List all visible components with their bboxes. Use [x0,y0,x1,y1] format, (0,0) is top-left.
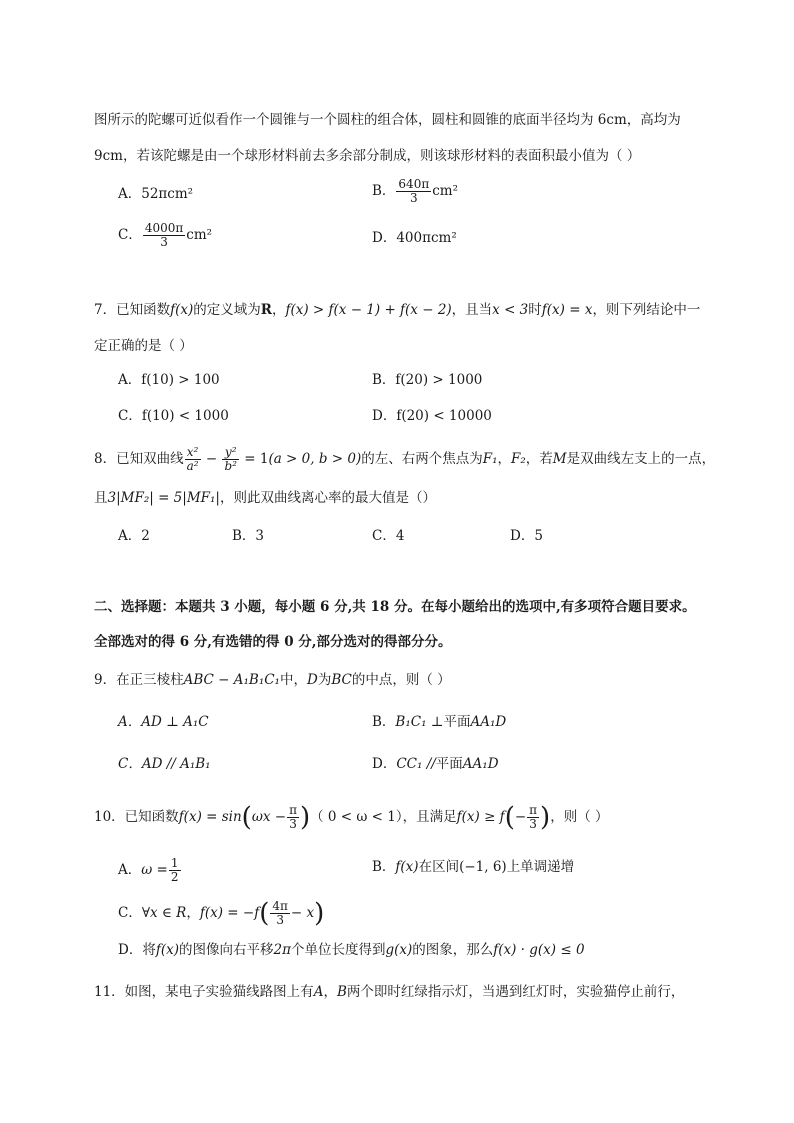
q10-option-d-text: 的图像向右平移 [178,942,274,958]
q7-option-d: D．f(20) < 10000 [372,408,492,424]
q9-option-b-label: B． [372,714,396,730]
q10-pi: π [289,803,297,817]
q9-text-4: 的中点，则（ ） [351,672,451,688]
q10-option-d-text-2: 个单位长度得到 [290,942,386,958]
q8-option-b: B．3 [232,528,265,544]
section-2-scoring: 全部选对的得 6 分,有选错的得 0 分,部分选对的得部分分。 [94,634,452,650]
q10-inequality: f(x) ≥ f [456,809,505,825]
q8-option-c: C．4 [372,528,405,544]
q10-paren-close: ) [299,802,311,833]
q10-option-b [372,857,574,877]
q9-option-d-plane-name: AA₁D [462,756,499,772]
q6-option-c [118,222,212,249]
q6-line1: 图所示的陀螺可近似看作一个圆锥与一个圆柱的组合体，圆柱和圆锥的底面半径均为 6cm，高均为 [94,112,681,128]
q6-option-c-fraction [143,222,185,249]
q9-text-2: 中， [279,672,307,688]
q10-pi-over-3-b [527,804,539,831]
q7-option-c: C．f(10) < 1000 [118,408,229,424]
q8-x2: x² [185,446,201,460]
q8-fraction-y [222,446,239,473]
q6-line2: 9cm，若该陀螺是由一个球形材料前去多余部分制成，则该球形材料的表面积最小值为（ ） [94,148,641,164]
q10-option-d-product: f(x) · g(x) ≤ 0 [493,942,585,958]
q7-inequality: f(x) > f(x − 1) + f(x − 2) [285,302,452,318]
q10-option-c-forall: ∀x ∈ R [141,905,187,921]
q10-text-1: 10．已知函数 [94,809,179,825]
q8-text-5: 且 [94,490,108,506]
q6-option-c-num: 4000π [144,221,184,235]
q9-option-b-plane: 平面 [443,714,471,730]
q8-b2: b² [224,459,237,473]
q6-option-b-den: 3 [410,191,418,205]
q7-line1 [94,300,700,320]
q10-option-c-den: 3 [276,913,284,927]
q10-option-c-label: C． [118,905,142,921]
q10-line1 [94,804,609,831]
q11-A: A [313,984,324,1000]
q6-option-b-fraction [396,178,431,205]
q9-option-b-plane-name: AA₁D [470,714,507,730]
q10-option-d [118,940,585,960]
q7-condition: x < 3 [492,302,529,318]
q10-option-c-expr: f(x) = −f [199,905,260,921]
q6-option-d: D．400πcm² [372,230,457,246]
q10-option-d-fx: f(x) [155,942,179,958]
q9-BC: BC [331,672,352,688]
q7-text-3: ， [271,302,286,318]
q10-option-c-paren-close: ) [314,898,325,929]
q9-option-b-expr: B₁C₁ ⊥ [395,714,444,730]
q10-paren2-close: ) [540,802,551,833]
q10-three-b: 3 [529,817,537,831]
q8-condition: (a > 0, b > 0) [268,451,362,467]
q10-option-b-text-2: 上单调递增 [506,859,575,875]
q8-line1 [94,446,715,473]
q7-line2: 定正确的是（ ） [94,338,193,354]
q7-equation: f(x) = x [541,302,593,318]
q8-minus: − [201,451,222,467]
q10-option-b-fx: f(x) [395,859,419,875]
q7-text-5: 时 [528,302,542,318]
q11-text-2: ， [323,984,337,1000]
q8-equals: = 1 [239,451,269,467]
q11-line1 [94,982,684,1002]
q10-option-c-minus-x: − x [290,905,315,921]
q8-text-1: 8．已知双曲线 [94,451,184,467]
q7-real-set: R [260,302,272,318]
q7-option-b: B．f(20) > 1000 [372,372,483,388]
q10-option-c-num: 4π [272,899,288,913]
q9-option-d-plane: 平面 [435,756,463,772]
q10-three: 3 [289,817,297,831]
q6-option-b [372,178,458,205]
q7-text-6: ，则下列结论中一 [592,302,701,318]
q8-line2 [94,488,436,508]
q10-arg: ωx − [251,809,287,825]
q10-option-c [118,900,324,927]
q8-text-2: 的左、右两个焦点为 [361,451,483,467]
q9-option-b [372,712,506,732]
q10-fdef: f(x) = sin [178,809,242,825]
q8-y2: y² [222,446,239,460]
q10-pi-over-3 [287,804,299,831]
q10-paren-open: ( [241,802,252,833]
q6-option-a: A．52πcm² [118,186,194,202]
q8-option-a: A．2 [118,528,150,544]
q8-text-3: ，若 [525,451,553,467]
q7-text-4: ，且当 [451,302,493,318]
q10-option-d-gx: g(x) [385,942,413,958]
q10-option-a [118,857,182,884]
q11-B: B [336,984,347,1000]
q10-pi-b: π [529,803,538,817]
q9-text-1: 9．在正三棱柱 [94,672,184,688]
q8-a2: a² [186,459,199,473]
q7-fx: f(x) [170,302,194,318]
q10-one: 1 [170,856,179,870]
q8-comma: ， [497,451,512,467]
q10-half [169,857,181,884]
q7-text-2: 的定义域为 [193,302,261,318]
q10-option-b-interval: (−1, 6) [459,859,507,875]
q9-prism: ABC − A₁B₁C₁ [183,672,280,688]
q7-text-1: 7．已知函数 [94,302,171,318]
q10-omega: ω = [141,862,168,878]
q8-relation: 3|MF₂| = 5|MF₁| [107,490,220,506]
q10-range: （ 0 < ω < 1） [310,809,403,825]
q11-text-3: 两个即时红绿指示灯，当遇到红灯时，实验猫停止前行， [346,984,685,1000]
q10-option-d-shift: 2π [273,942,291,958]
q10-option-a-label: A． [118,862,142,878]
q10-option-c-paren-open: ( [259,898,270,929]
q8-fraction-x [185,446,201,473]
q8-text-4: 是双曲线左支上的一点， [566,451,716,467]
q11-text-1: 11．如图，某电子实验猫线路图上有 [94,984,314,1000]
q6-option-c-unit: cm² [186,227,213,243]
q7-option-a: A．f(10) > 100 [118,372,220,388]
q9-text-3: 为 [317,672,332,688]
q8-option-d: D．5 [510,528,543,544]
q8-F2: F₂ [511,451,526,467]
q10-option-d-text-3: 的图象，那么 [412,942,494,958]
q6-option-b-label: B． [372,183,396,199]
q9-line1 [94,670,451,690]
q10-paren2-open: ( [504,802,515,833]
q10-text-2: ，且满足 [402,809,457,825]
q10-option-b-label: B． [372,859,396,875]
q6-option-c-den: 3 [160,235,168,249]
q10-negative: − [514,809,527,825]
q6-option-b-num: 640π [398,177,430,191]
q8-F1: F₁ [482,451,498,467]
q10-text-3: ，则（ ） [550,809,609,825]
q6-option-b-unit: cm² [432,183,458,199]
q6-option-c-label: C． [118,227,142,243]
q10-option-c-fraction [270,900,290,927]
q9-D: D [306,672,318,688]
q9-option-a: A．AD ⊥ A₁C [118,714,209,730]
q10-option-c-comma: ， [186,905,200,921]
q9-option-c: C．AD // A₁B₁ [118,756,211,772]
q8-M: M [552,451,567,467]
section-2-heading: 二、选择题：本题共 3 小题，每小题 6 分,共 18 分。在每小题给出的选项中,有多项符合题目要求。 [94,599,696,615]
q8-text-6: ，则此双曲线离心率的最大值是（） [219,490,436,506]
q10-option-d-label: D．将 [118,942,156,958]
q10-option-b-text: 在区间 [418,859,460,875]
q9-option-d-expr: CC₁ // [396,756,436,772]
q9-option-d [372,754,499,774]
q9-option-d-label: D． [372,756,397,772]
q10-two: 2 [170,870,179,884]
